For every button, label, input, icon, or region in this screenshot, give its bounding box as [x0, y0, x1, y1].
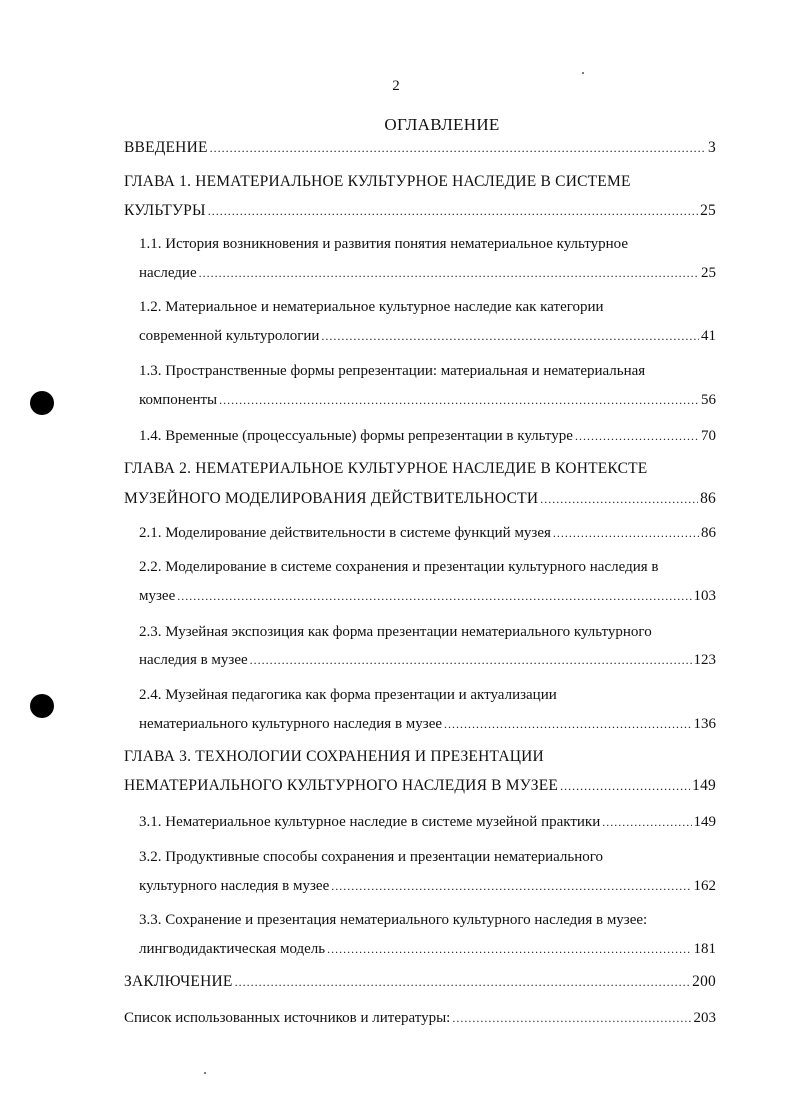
toc-entry-label: ВВЕДЕНИЕ	[124, 139, 208, 156]
toc-page-number: 200	[692, 973, 716, 990]
toc-section-2-3-line1: 2.3. Музейная экспозиция как форма презентации нематериального культурного	[139, 624, 652, 640]
leader-dots	[331, 877, 691, 895]
toc-page-number: 25	[700, 202, 716, 219]
leader-dots	[321, 327, 699, 345]
toc-page-number: 136	[693, 716, 716, 732]
scan-speck	[582, 72, 584, 74]
toc-entry-2-3	[139, 651, 716, 669]
toc-page-number: 56	[701, 392, 716, 408]
toc-page-number: 181	[693, 941, 716, 957]
toc-entry-conclusion	[124, 973, 716, 991]
toc-entry-label: 2.1. Моделирование действительности в системе функций музея	[139, 525, 551, 541]
toc-entry-1-1	[139, 264, 716, 282]
leader-dots	[553, 524, 699, 542]
toc-page-number: 25	[701, 265, 716, 281]
page-title: ОГЛАВЛЕНИЕ	[384, 115, 500, 134]
toc-entry-label: культурного наследия в музее	[139, 878, 330, 894]
toc-section-3-3-line1: 3.3. Сохранение и презентация нематериального культурного наследия в музее:	[139, 912, 648, 928]
toc-page-number: 86	[700, 490, 716, 507]
toc-page-number: 70	[701, 428, 716, 444]
toc-entry-label: 1.4. Временные (процессуальные) формы репрезентации в культуре	[139, 428, 573, 444]
toc-entry-1-2	[139, 327, 716, 345]
toc-page-number: 162	[693, 878, 716, 894]
leader-dots	[235, 973, 691, 991]
leader-dots	[210, 139, 706, 157]
toc-page-number: 149	[692, 777, 716, 794]
toc-page-number: 103	[693, 588, 716, 604]
toc-entry-chapter-2	[124, 490, 716, 508]
leader-dots	[452, 1009, 691, 1027]
toc-entry-label: нематериального культурного наследия в музее	[139, 716, 443, 732]
toc-page-number: 123	[693, 652, 716, 668]
toc-entry-chapter-3	[124, 777, 716, 795]
toc-entry-label: КУЛЬТУРЫ	[124, 202, 206, 219]
leader-dots	[602, 813, 691, 831]
leader-dots	[560, 777, 690, 795]
leader-dots	[199, 264, 699, 282]
toc-entry-2-4	[139, 715, 716, 733]
toc-entry-label: НЕМАТЕРИАЛЬНОГО КУЛЬТУРНОГО НАСЛЕДИЯ В МУЗЕЕ	[124, 777, 559, 794]
toc-page-number: 86	[701, 525, 716, 541]
toc-entry-label: наследие	[139, 265, 197, 281]
leader-dots	[219, 391, 699, 409]
leader-dots	[327, 940, 691, 958]
toc-section-1-1-line1: 1.1. История возникновения и развития понятия нематериальное культурное	[139, 236, 629, 252]
toc-page-number: 149	[693, 814, 716, 830]
toc-entry-label: 3.1. Нематериальное культурное наследие в системе музейной практики	[139, 814, 601, 830]
toc-section-2-4-line1: 2.4. Музейная педагогика как форма презентации и актуализации	[139, 687, 557, 703]
toc-entry-3-2	[139, 877, 716, 895]
toc-entry-2-1	[139, 524, 716, 542]
toc-entry-3-3	[139, 940, 716, 958]
toc-entry-label: лингводидактическая модель	[139, 941, 326, 957]
toc-page-number: 203	[693, 1010, 716, 1026]
toc-chapter-3-line1: ГЛАВА 3. ТЕХНОЛОГИИ СОХРАНЕНИЯ И ПРЕЗЕНТАЦИИ	[124, 748, 544, 765]
toc-page-number: 3	[708, 139, 716, 156]
toc-entry-label: компоненты	[139, 392, 218, 408]
toc-entry-1-4	[139, 427, 716, 445]
toc-section-1-3-line1: 1.3. Пространственные формы репрезентации: материальная и нематериальная	[139, 363, 646, 379]
toc-entry-label: МУЗЕЙНОГО МОДЕЛИРОВАНИЯ ДЕЙСТВИТЕЛЬНОСТИ	[124, 490, 539, 507]
toc-entry-chapter-1	[124, 202, 716, 220]
binder-hole-bottom	[30, 694, 54, 718]
toc-entry-label: наследия в музее	[139, 652, 248, 668]
toc-entry-label: музее	[139, 588, 176, 604]
toc-section-3-2-line1: 3.2. Продуктивные способы сохранения и презентации нематериального	[139, 849, 604, 865]
toc-entry-3-1	[139, 813, 716, 831]
leader-dots	[208, 202, 698, 220]
toc-entry-sources	[124, 1009, 716, 1027]
leader-dots	[444, 715, 691, 733]
binder-hole-top	[30, 391, 54, 415]
toc-entry-label: Список использованных источников и литературы:	[124, 1010, 451, 1026]
toc-entry-label: современной культурологии	[139, 328, 320, 344]
leader-dots	[575, 427, 699, 445]
toc-entry-2-2	[139, 587, 716, 605]
toc-section-2-2-line1: 2.2. Моделирование в системе сохранения и презентации культурного наследия в	[139, 559, 659, 575]
leader-dots	[540, 490, 698, 508]
toc-entry-label: ЗАКЛЮЧЕНИЕ	[124, 973, 233, 990]
toc-page-number: 41	[701, 328, 716, 344]
toc-chapter-2-line1: ГЛАВА 2. НЕМАТЕРИАЛЬНОЕ КУЛЬТУРНОЕ НАСЛЕДИЕ В КОНТЕКСТЕ	[124, 460, 648, 477]
page-number: 2	[392, 78, 400, 94]
leader-dots	[177, 587, 691, 605]
toc-chapter-1-line1: ГЛАВА 1. НЕМАТЕРИАЛЬНОЕ КУЛЬТУРНОЕ НАСЛЕДИЕ В СИСТЕМЕ	[124, 173, 631, 190]
toc-entry-intro	[124, 139, 716, 157]
leader-dots	[250, 651, 692, 669]
toc-section-1-2-line1: 1.2. Материальное и нематериальное культурное наследие как категории	[139, 299, 604, 315]
toc-entry-1-3	[139, 391, 716, 409]
scan-speck	[204, 1072, 206, 1074]
